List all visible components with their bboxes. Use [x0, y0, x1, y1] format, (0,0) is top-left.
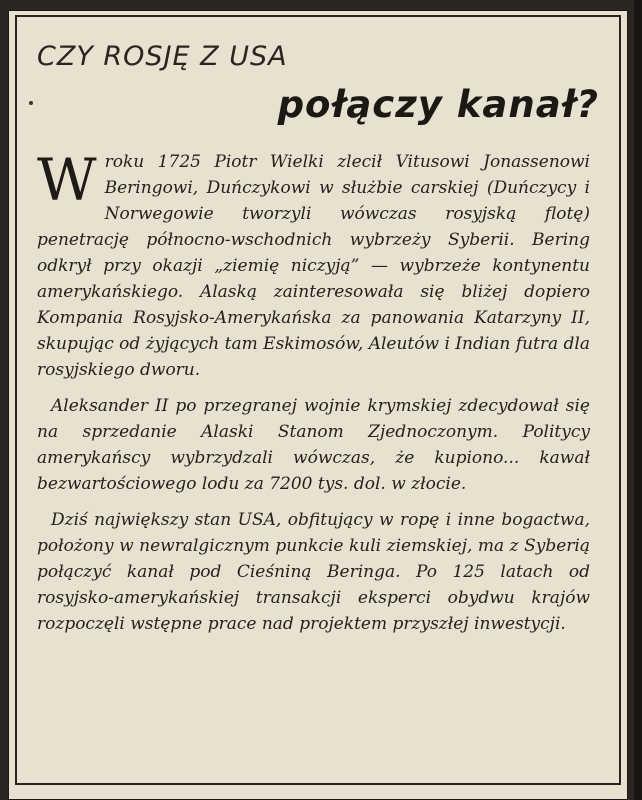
page-mark — [29, 101, 33, 105]
paragraph-2: Aleksander II po przegranej wojnie krymskiej zdecydował się na sprzedanie Alaski Stanom Zjednoczonym. Politycy amerykańscy wybrzydzali wówczas, że kupiono... kawał bezwartościowego lodu za 7200 tys. dol. w złocie. — [37, 396, 590, 494]
article-body — [37, 146, 590, 647]
page-edge — [634, 0, 642, 800]
article-headline: połączy kanał? — [277, 83, 599, 126]
paragraph-1-text: roku 1725 Piotr Wielki zlecił Vitusowi Jonassenowi Beringowi, Duńczykowi w służbie carskiej (Duńczycy i Norwegowie tworzyli wówczas rosyjską flotę) penetrację północno-wschodnich wybrzeży Syberii. Bering odkrył przy okazji „ziemię niczyją” — wybrzeże kontynentu amerykańskiego. Alaską zainteresowała się bliżej dopiero Kompania Rosyjsko-Amerykańska za panowania Katarzyny II, skupując od żyjących tam Eskimosów, Aleutów i Indian futra dla rosyjskiego dworu. — [37, 152, 590, 380]
paragraph-1 — [37, 146, 590, 383]
drop-cap: W — [37, 146, 97, 214]
article-kicker: CZY ROSJĘ Z USA — [37, 41, 288, 72]
paragraph-3: Dziś największy stan USA, obfitujący w ropę i inne bogactwa, położony w newralgicznym punkcie kuli ziemskiej, ma z Syberią połączyć kanał pod Cieśniną Beringa. Po 125 latach od rosyjsko-amerykańskiej transakcji eksperci obydwu krajów rozpoczęli wstępne prace nad projektem przyszłej inwestycji. — [37, 510, 590, 634]
magazine-page — [8, 10, 628, 800]
